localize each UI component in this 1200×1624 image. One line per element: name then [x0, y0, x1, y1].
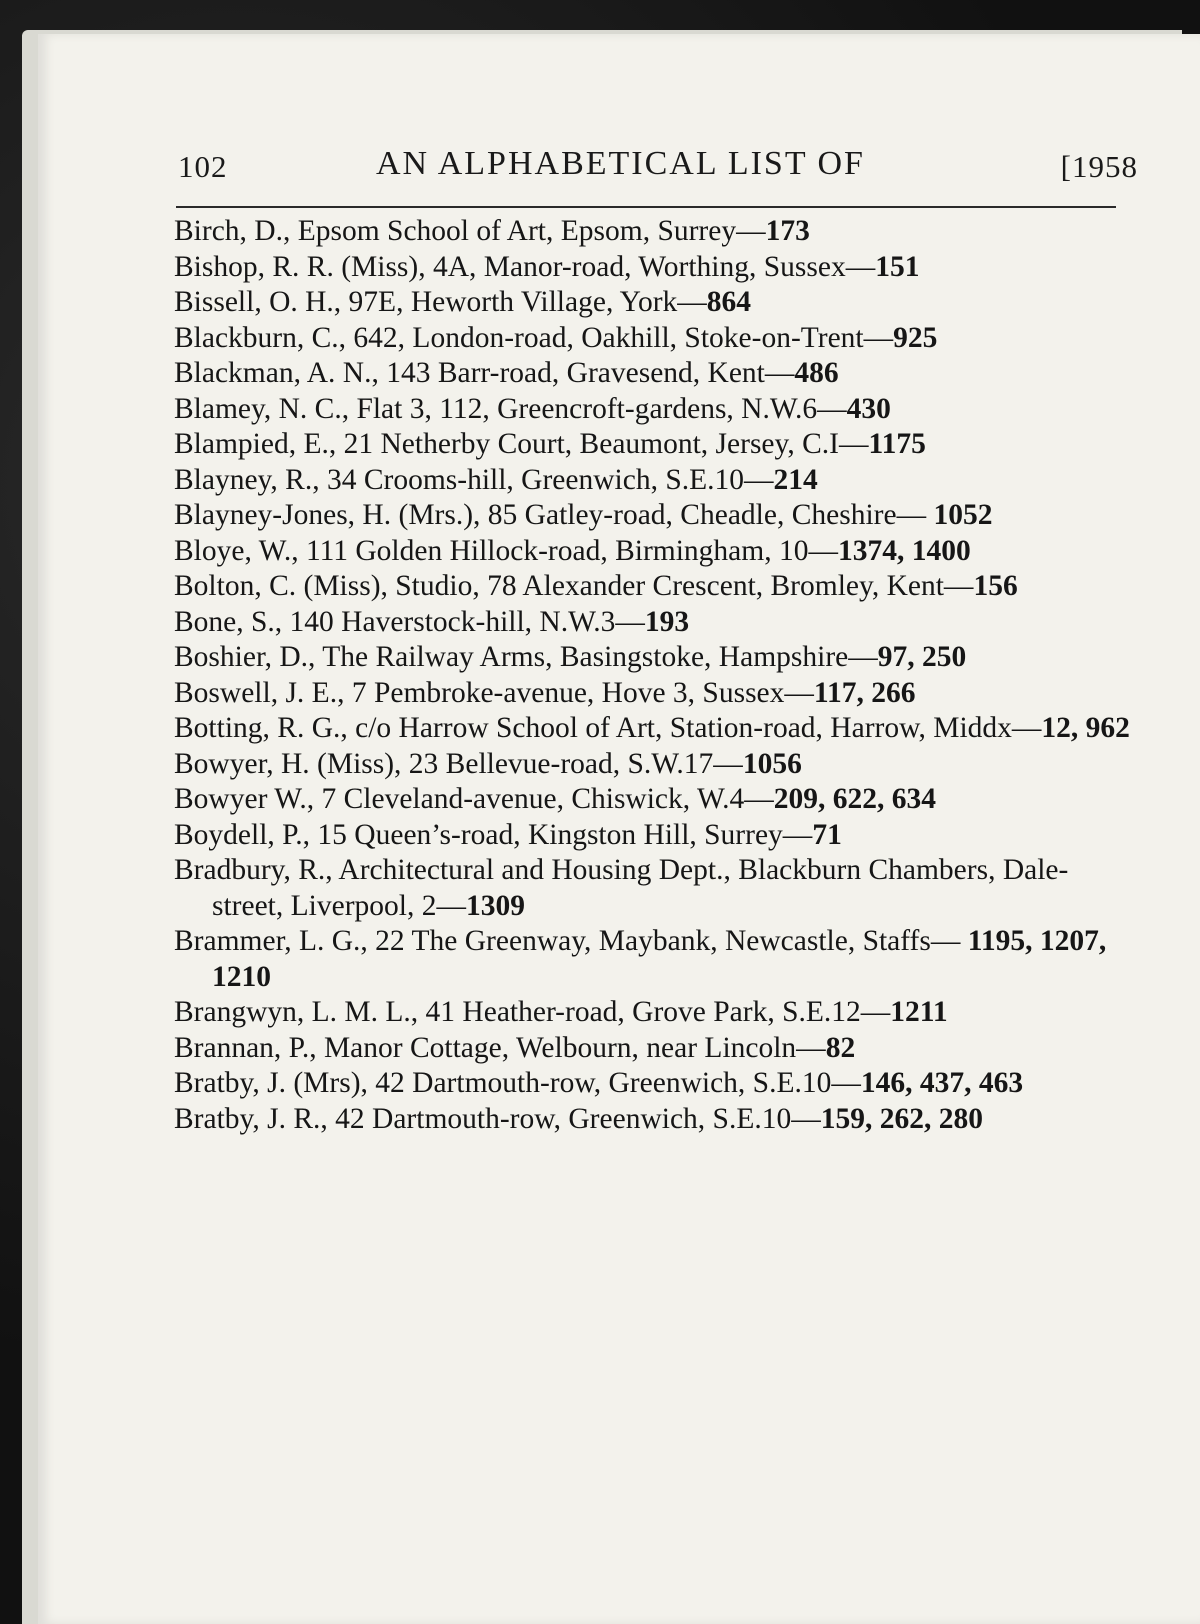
- entry-refs: 1175: [868, 428, 926, 460]
- entry-refs: 1052: [933, 499, 993, 531]
- list-item: [174, 498, 1134, 534]
- list-item: [174, 605, 1134, 641]
- entry-text: Blackman, A. N., 143 Barr-road, Gravesend, Kent—: [174, 357, 795, 389]
- list-item: [174, 711, 1134, 747]
- list-item: [174, 569, 1134, 605]
- entry-text: Bissell, O. H., 97E, Heworth Village, York—: [174, 286, 707, 318]
- entry-refs: 486: [794, 357, 839, 389]
- entry-text: Bradbury, R., Architectural and Housing Dept., Blackburn Chambers, Dale-street, Liverpool, 2—: [174, 854, 1069, 922]
- year-marker: [1958: [1060, 149, 1138, 184]
- entry-text: Brammer, L. G., 22 The Greenway, Maybank, Newcastle, Staffs—: [174, 925, 968, 957]
- entry-refs: 151: [875, 250, 920, 283]
- page-header: [178, 145, 1160, 195]
- entry-refs: 173: [765, 215, 810, 247]
- entry-refs: 1374, 1400: [837, 534, 971, 567]
- entry-text: Boshier, D., The Railway Arms, Basingstoke, Hampshire—: [174, 641, 878, 673]
- entry-text: Bloye, W., 111 Golden Hillock-road, Birmingham, 10—: [174, 534, 838, 567]
- entry-refs: 146, 437, 463: [860, 1067, 1024, 1099]
- entry-refs: 864: [706, 286, 752, 318]
- entry-text: Bowyer W., 7 Cleveland-avenue, Chiswick, W.4—: [174, 783, 774, 815]
- entry-text: Bolton, C. (Miss), Studio, 78 Alexander Crescent, Bromley, Kent—: [174, 570, 974, 602]
- list-item: [174, 853, 1134, 924]
- entry-refs: 1211: [890, 996, 948, 1028]
- entry-text: Bishop, R. R. (Miss), 4A, Manor-road, Worthing, Sussex—: [174, 250, 876, 283]
- page-title: AN ALPHABETICAL LIST OF: [376, 145, 865, 182]
- list-item: [174, 214, 1134, 250]
- entry-text: Boydell, P., 15 Queen’s-road, Kingston Hill, Surrey—: [174, 818, 813, 851]
- list-item: [174, 463, 1134, 499]
- entry-text: Bratby, J. R., 42 Dartmouth-row, Greenwich, S.E.10—: [174, 1102, 821, 1135]
- list-item: [174, 676, 1134, 712]
- list-item: [174, 250, 1134, 286]
- entry-refs: 209, 622, 634: [773, 783, 937, 815]
- entry-text: Blamey, N. C., Flat 3, 112, Greencroft-gardens, N.W.6—: [174, 392, 847, 425]
- entry-text: Boswell, J. E., 7 Pembroke-avenue, Hove 3, Sussex—: [174, 676, 814, 709]
- list-item: [174, 640, 1134, 676]
- list-item: [174, 1031, 1134, 1067]
- entry-refs: 156: [973, 570, 1018, 602]
- entry-text: Bratby, J. (Mrs), 42 Dartmouth-row, Greenwich, S.E.10—: [174, 1067, 861, 1099]
- list-item: [174, 534, 1134, 570]
- page-number: 102: [178, 149, 228, 184]
- entry-refs: 214: [773, 463, 818, 496]
- list-item: [174, 818, 1134, 854]
- entry-refs: 430: [846, 392, 891, 425]
- list-item: [174, 392, 1134, 428]
- list-item: [174, 1102, 1134, 1138]
- list-item: [174, 321, 1134, 357]
- entry-refs: 117, 266: [813, 676, 916, 709]
- entry-text: Bone, S., 140 Haverstock-hill, N.W.3—: [174, 605, 645, 638]
- entry-refs: 159, 262, 280: [820, 1102, 983, 1135]
- entry-text: Brannan, P., Manor Cottage, Welbourn, near Lincoln—: [174, 1031, 826, 1064]
- list-item: [174, 427, 1134, 463]
- list-item: [174, 995, 1134, 1031]
- list-item: [174, 356, 1134, 392]
- entry-refs: 925: [893, 321, 938, 354]
- list-item: [174, 285, 1134, 321]
- entry-text: Birch, D., Epsom School of Art, Epsom, Surrey—: [174, 215, 766, 247]
- entry-refs: 1056: [742, 747, 802, 780]
- entry-refs: 193: [644, 605, 690, 638]
- entry-text: Blackburn, C., 642, London-road, Oakhill, Stoke-on-Trent—: [174, 321, 894, 354]
- list-item: [174, 747, 1134, 783]
- entry-text: Blayney-Jones, H. (Mrs.), 85 Gatley-road, Cheadle, Cheshire—: [174, 499, 934, 531]
- entry-text: Brangwyn, L. M. L., 41 Heather-road, Grove Park, S.E.12—: [174, 996, 891, 1028]
- entry-refs: 82: [825, 1031, 856, 1064]
- header-rule: [176, 206, 1116, 208]
- entry-refs: 1195, 1207, 1210: [212, 925, 1107, 993]
- list-item: [174, 1066, 1134, 1102]
- entry-refs: 12, 962: [1041, 712, 1130, 744]
- entry-text: Botting, R. G., c/o Harrow School of Art, Station-road, Harrow, Middx—: [174, 712, 1042, 744]
- entry-text: Blayney, R., 34 Crooms-hill, Greenwich, S.E.10—: [174, 463, 774, 496]
- entry-refs: 97, 250: [877, 641, 967, 673]
- entry-list: [174, 214, 1134, 1137]
- list-item: [174, 924, 1134, 995]
- entry-refs: 1309: [465, 889, 525, 922]
- entry-text: Bowyer, H. (Miss), 23 Bellevue-road, S.W.17—: [174, 747, 743, 780]
- entry-refs: 71: [812, 818, 842, 851]
- list-item: [174, 782, 1134, 818]
- entry-text: Blampied, E., 21 Netherby Court, Beaumont, Jersey, C.I—: [174, 428, 869, 460]
